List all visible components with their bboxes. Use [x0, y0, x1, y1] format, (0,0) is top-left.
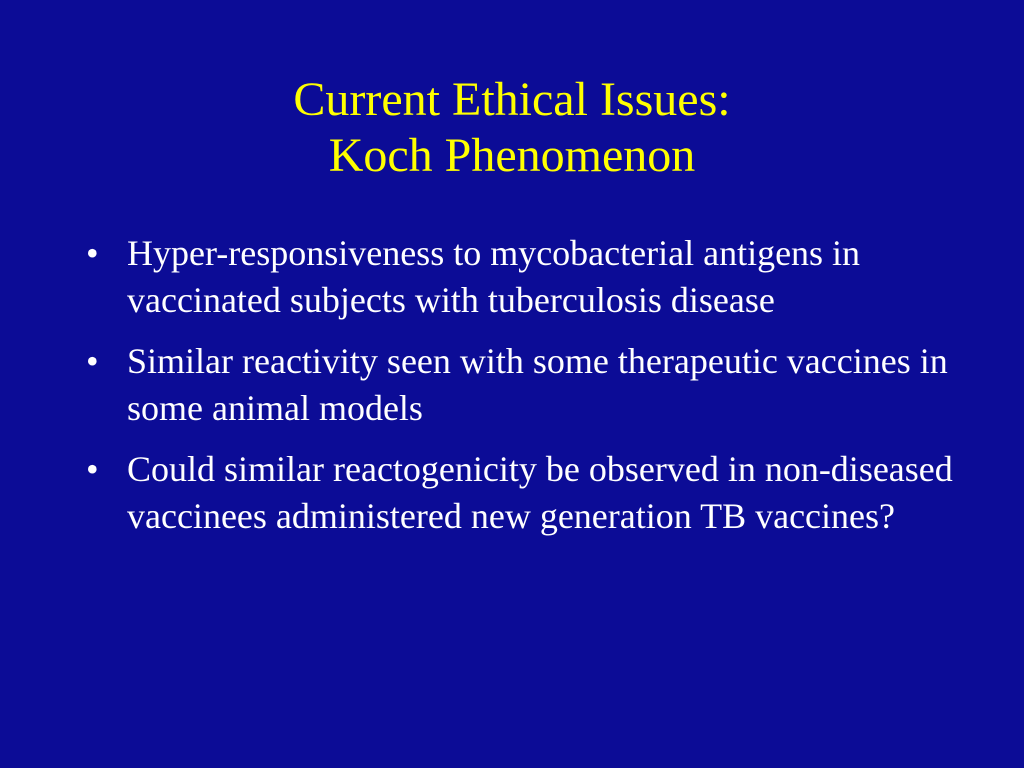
bullet-text-1: Hyper-responsiveness to mycobacterial antigens in vaccinated subjects with tuberculosis disease [127, 233, 861, 320]
title-line-1: Current Ethical Issues: [293, 73, 731, 126]
slide-title [0, 72, 1024, 184]
bullet-marker: • [86, 341, 99, 381]
bullet-text-3: Could similar reactogenicity be observed in non-diseased vaccinees administered new generation TB vaccines? [127, 449, 953, 536]
bullet-text-2: Similar reactivity seen with some therapeutic vaccines in some animal models [127, 341, 948, 428]
bullet-item [86, 446, 986, 540]
title-line-2: Koch Phenomenon [328, 129, 696, 182]
bullet-marker: • [86, 449, 99, 489]
bullet-item [86, 230, 986, 324]
bullet-marker: • [86, 233, 99, 273]
bullet-item [86, 338, 986, 432]
bullet-list [86, 230, 986, 554]
